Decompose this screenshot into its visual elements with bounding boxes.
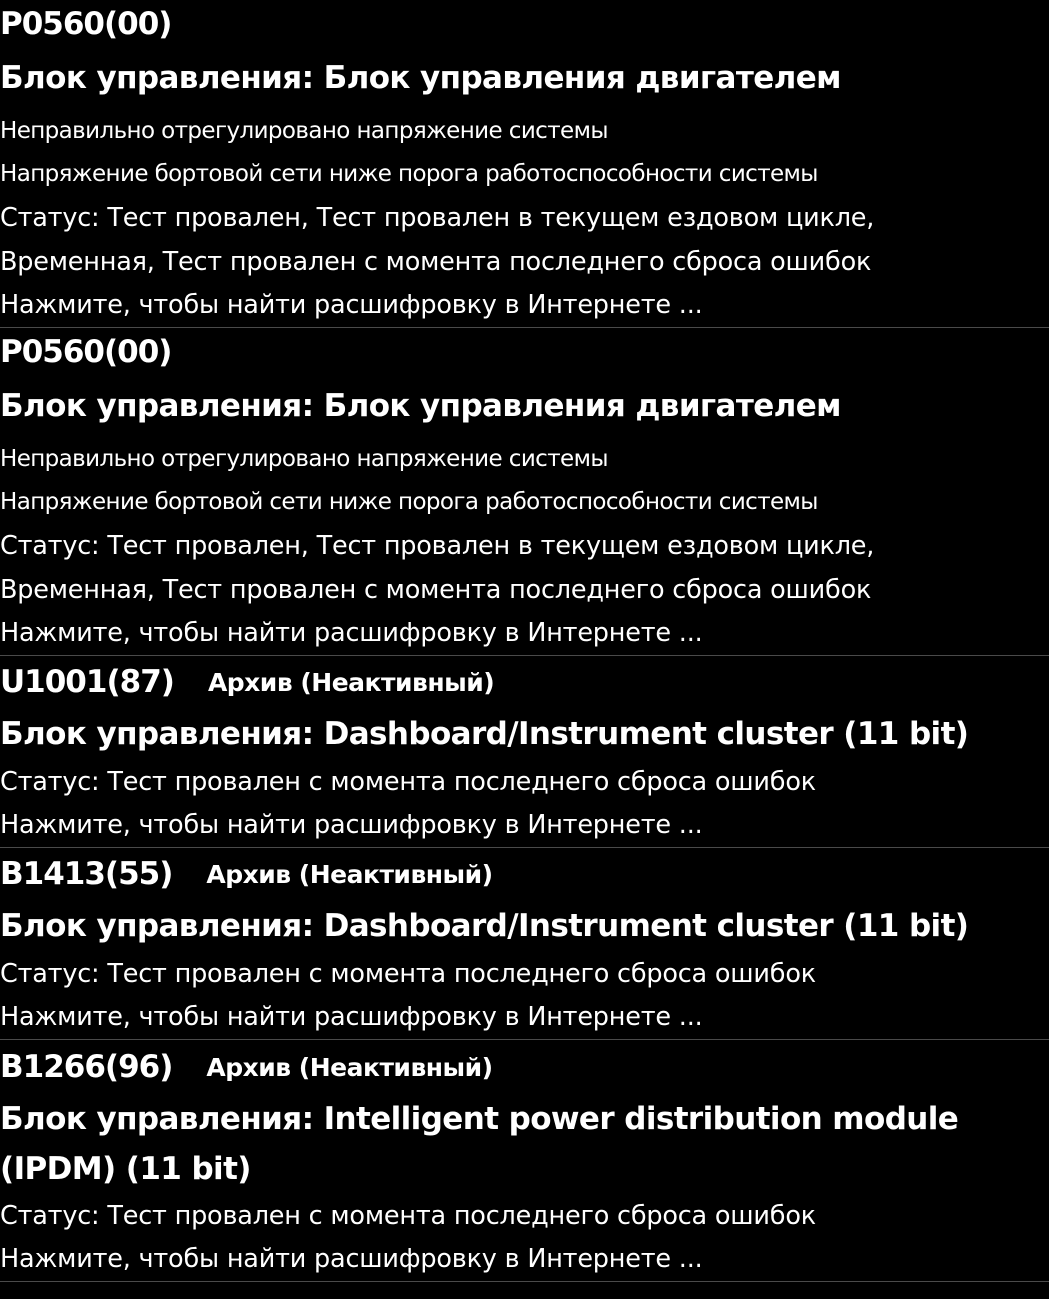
dtc-header [0, 0, 1049, 47]
dtc-code: P0560(00) [0, 5, 172, 42]
dtc-control-unit: Блок управления: Dashboard/Instrument cluster (11 bit) [0, 716, 969, 752]
dtc-code: B1413(55) [0, 856, 173, 892]
dtc-archive-badge: Архив (Неактивный) [206, 859, 493, 889]
dtc-code: U1001(87) [0, 664, 174, 700]
dtc-status: Временная, Тест провален с момента последнего сброса ошибок [0, 575, 872, 605]
dtc-control-unit: Блок управления: Блок управления двигателем [0, 388, 841, 424]
dtc-item[interactable] [0, 0, 1049, 328]
dtc-description: Неправильно отрегулировано напряжение системы [0, 118, 608, 144]
dtc-control-unit: Блок управления: Dashboard/Instrument cluster (11 bit) [0, 908, 969, 944]
dtc-status: Статус: Тест провален с момента последнего сброса ошибок [0, 959, 816, 989]
dtc-status: Временная, Тест провален с момента последнего сброса ошибок [0, 247, 872, 277]
dtc-description: Неправильно отрегулировано напряжение системы [0, 446, 608, 472]
dtc-control-unit: Блок управления: Блок управления двигателем [0, 60, 841, 96]
dtc-description: Напряжение бортовой сети ниже порога работоспособности системы [0, 489, 818, 515]
dtc-archive-badge: Архив (Неактивный) [207, 667, 495, 697]
dtc-item[interactable] [0, 1040, 1049, 1282]
dtc-status: Статус: Тест провален с момента последнего сброса ошибок [0, 1201, 816, 1231]
dtc-search-online-link[interactable]: Нажмите, чтобы найти расшифровку в Интернете ... [0, 810, 703, 840]
dtc-header [0, 848, 1049, 900]
dtc-item[interactable] [0, 848, 1049, 1040]
dtc-code: P0560(00) [0, 333, 172, 370]
dtc-archive-badge: Архив (Неактивный) [206, 1052, 493, 1082]
dtc-description: Напряжение бортовой сети ниже порога работоспособности системы [0, 161, 818, 187]
dtc-control-unit: Блок управления: Intelligent power distribution module (IPDM) (11 bit) [0, 1101, 959, 1187]
dtc-search-online-link[interactable]: Нажмите, чтобы найти расшифровку в Интернете ... [0, 1244, 703, 1274]
dtc-status: Статус: Тест провален, Тест провален в текущем ездовом цикле, [0, 203, 875, 233]
dtc-code: B1266(96) [0, 1049, 173, 1085]
dtc-item[interactable] [0, 328, 1049, 656]
dtc-header [0, 328, 1049, 375]
dtc-header [0, 1040, 1049, 1094]
dtc-item[interactable] [0, 656, 1049, 848]
dtc-status: Статус: Тест провален, Тест провален в текущем ездовом цикле, [0, 531, 875, 561]
dtc-header [0, 656, 1049, 708]
dtc-search-online-link[interactable]: Нажмите, чтобы найти расшифровку в Интернете ... [0, 1002, 703, 1032]
dtc-search-online-link[interactable]: Нажмите, чтобы найти расшифровку в Интернете ... [0, 618, 703, 648]
dtc-status: Статус: Тест провален с момента последнего сброса ошибок [0, 767, 816, 797]
dtc-search-online-link[interactable]: Нажмите, чтобы найти расшифровку в Интернете ... [0, 290, 703, 320]
